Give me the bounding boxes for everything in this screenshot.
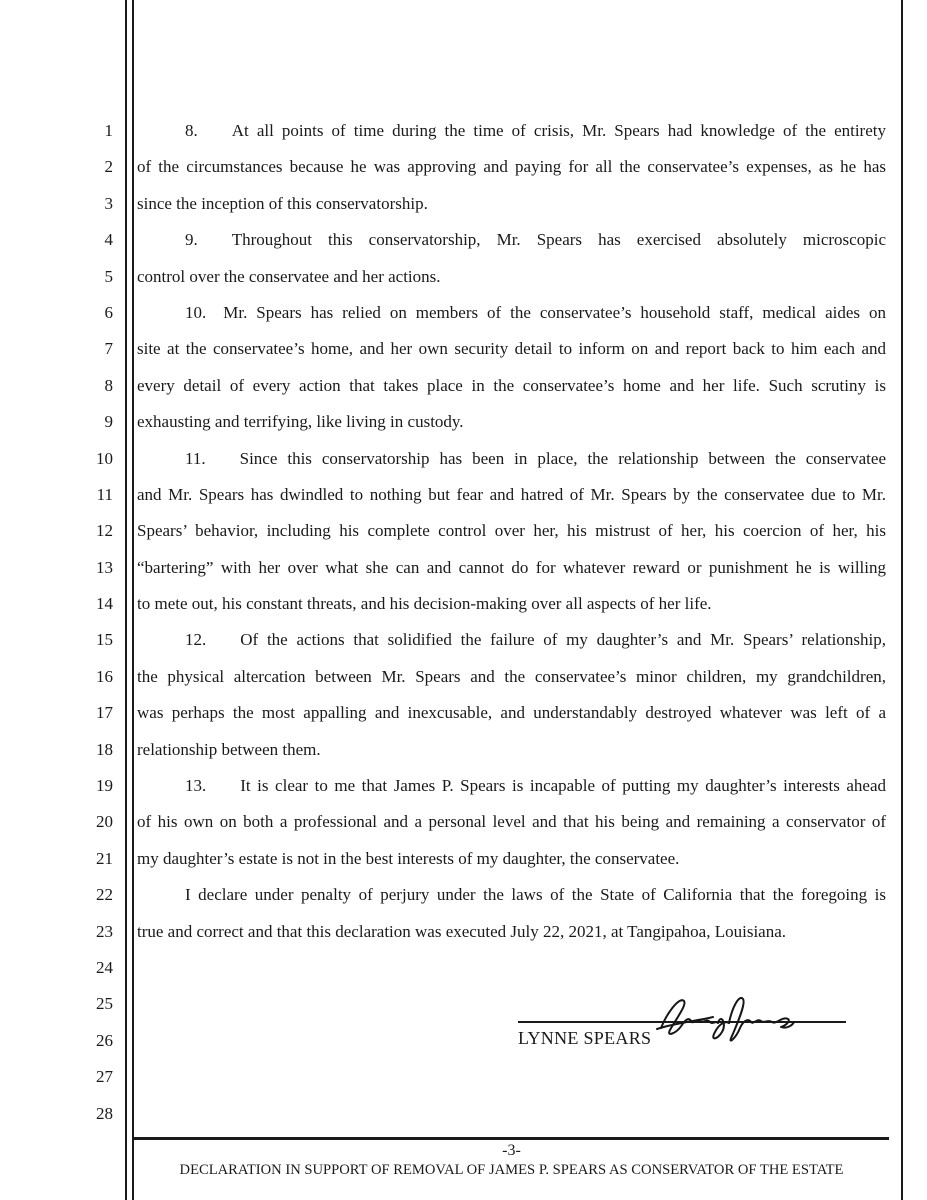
line-number: 14 [96,594,113,614]
line-number: 3 [104,193,113,213]
document-text-line: I declare under penalty of perjury under the laws of the State of California that the foregoing is [185,885,886,905]
signatory-printed-name: LYNNE SPEARS [518,1028,652,1048]
line-number: 2 [104,157,113,177]
document-text-line: my daughter’s estate is not in the best interests of my daughter, the conservatee. [137,848,680,868]
line-number: 28 [96,1103,113,1123]
document-text-line: and Mr. Spears has dwindled to nothing but fear and hatred of Mr. Spears by the conservatee due to Mr. [137,484,886,504]
line-number-gutter [0,113,113,1132]
line-number: 24 [96,957,113,977]
line-number: 1 [104,121,113,140]
signature-scrawl-icon [655,988,805,1050]
document-text-line: to mete out, his constant threats, and his decision-making over all aspects of her life. [137,594,712,614]
document-text-line: relationship between them. [137,739,321,759]
line-number: 13 [96,557,113,577]
document-text-line: 8. At all points of time during the time of crisis, Mr. Spears had knowledge of the entirety [185,121,886,140]
line-number: 26 [96,1030,113,1050]
line-number: 27 [96,1067,113,1087]
document-text-line: since the inception of this conservatorship. [137,193,428,213]
line-number: 15 [96,630,113,650]
line-number: 16 [96,666,113,686]
line-number: 23 [96,921,113,941]
line-number: 11 [96,484,113,504]
pleading-right-rule [901,0,903,1200]
pleading-left-rule-outer [125,0,127,1200]
line-number: 10 [96,448,113,468]
line-number: 19 [96,776,113,796]
line-number: 12 [96,521,113,541]
line-number: 8 [104,375,113,395]
document-text-line: 13. It is clear to me that James P. Spears is incapable of putting my daughter’s interests ahead [185,776,886,796]
document-text-line: of his own on both a professional and a personal level and that his being and remaining a conservator of [137,812,886,832]
line-number: 25 [96,994,113,1014]
document-text-line: every detail of every action that takes place in the conservatee’s home and her life. Such scrutiny is [137,375,886,395]
document-text-line: the physical altercation between Mr. Spears and the conservatee’s minor children, my grandchildren, [137,666,886,686]
declaration-body [137,113,886,950]
document-text-line: true and correct and that this declaration was executed July 22, 2021, at Tangipahoa, Louisiana. [137,921,787,941]
footer-rule [132,1137,889,1140]
footer-document-title: DECLARATION IN SUPPORT OF REMOVAL OF JAMES P. SPEARS AS CONSERVATOR OF THE ESTATE [179,1162,844,1178]
pleading-left-rule-inner [132,0,134,1200]
document-text-line: site at the conservatee’s home, and her own security detail to inform on and report back to him each and [137,339,886,359]
line-number: 18 [96,739,113,759]
line-number: 4 [104,230,113,250]
document-text-line: of the circumstances because he was approving and paying for all the conservatee’s expenses, as he has [137,157,886,177]
document-text-line: exhausting and terrifying, like living in custody. [137,412,464,432]
document-text-line: 12. Of the actions that solidified the failure of my daughter’s and Mr. Spears’ relationship, [185,630,886,650]
line-number: 9 [104,412,113,432]
line-number: 17 [96,703,113,723]
line-number: 7 [104,339,113,359]
document-text-line: 9. Throughout this conservatorship, Mr. Spears has exercised absolutely microscopic [185,230,886,250]
document-text-line: Spears’ behavior, including his complete control over her, his mistrust of her, his coercion of her, his [137,521,886,541]
document-text-line: 10. Mr. Spears has relied on members of the conservatee’s household staff, medical aides on [185,302,886,322]
document-text-line: was perhaps the most appalling and inexcusable, and understandably destroyed whatever was left of a [137,703,886,723]
page-footer [137,1142,886,1180]
line-number: 6 [104,302,113,322]
document-text-line: 11. Since this conservatorship has been in place, the relationship between the conservatee [185,448,886,468]
document-text-line: control over the conservatee and her actions. [137,266,441,286]
line-number: 20 [96,812,113,832]
line-number: 5 [104,266,113,286]
line-number: 22 [96,885,113,905]
document-text-line: “bartering” with her over what she can and cannot do for whatever reward or punishment he is willing [137,557,886,577]
page-number: -3- [502,1142,521,1159]
line-number: 21 [96,848,113,868]
